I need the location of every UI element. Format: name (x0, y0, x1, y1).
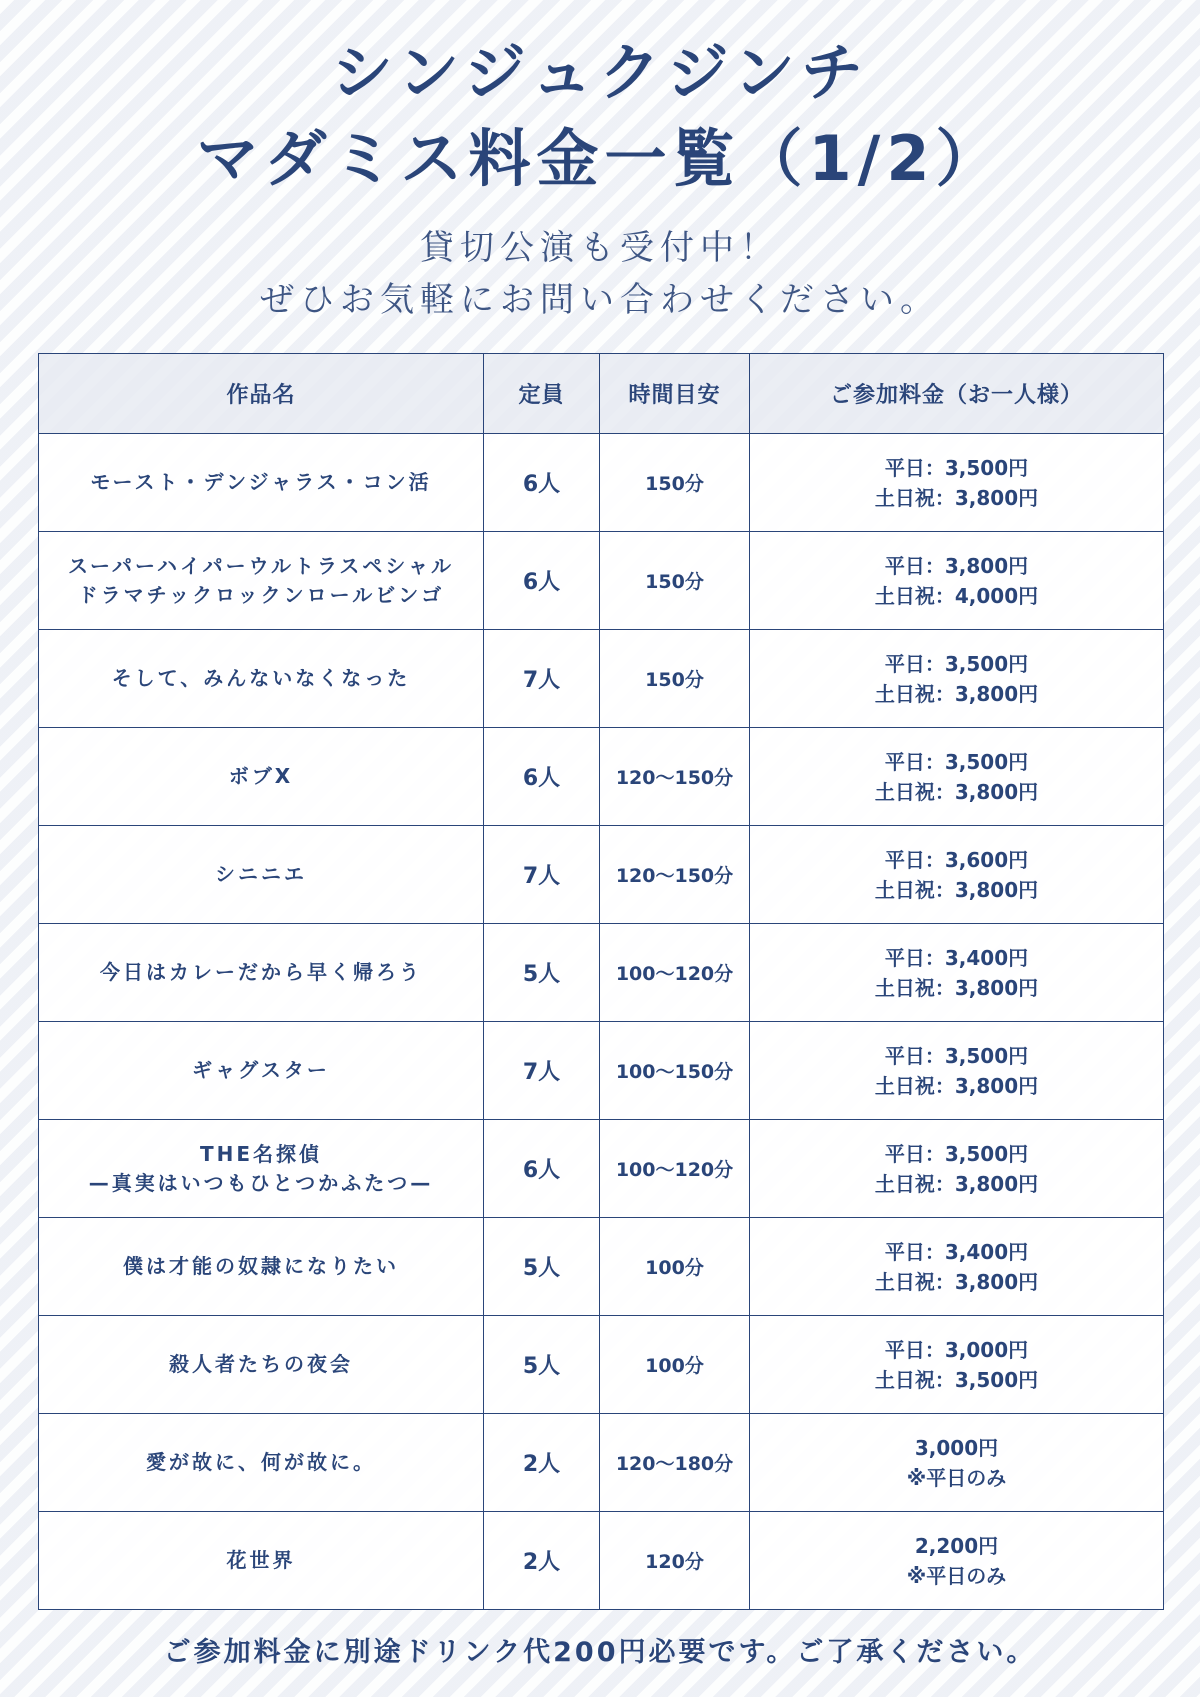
fee-line: 平日：3,500円 (884, 1043, 1029, 1068)
table-row (39, 728, 1164, 826)
cell-title: ギャグスター (39, 1022, 484, 1120)
cell-fee (750, 826, 1164, 924)
cell-time: 150分 (600, 630, 750, 728)
cell-title: THE名探偵 —真実はいつもひとつかふたつ— (39, 1120, 484, 1218)
fee-line: ※平日のみ (906, 1465, 1007, 1490)
cell-capacity: 7人 (484, 826, 600, 924)
table-row (39, 1316, 1164, 1414)
cell-time: 100〜120分 (600, 924, 750, 1022)
cell-time: 100分 (600, 1218, 750, 1316)
table-row (39, 434, 1164, 532)
cell-title: 僕は才能の奴隷になりたい (39, 1218, 484, 1316)
cell-capacity: 5人 (484, 924, 600, 1022)
page-title (0, 30, 1200, 202)
cell-capacity: 6人 (484, 1120, 600, 1218)
cell-title: スーパーハイパーウルトラスペシャル ドラマチックロックンロールビンゴ (39, 532, 484, 630)
fee-line: 平日：3,800円 (884, 553, 1029, 578)
cell-title: シニニエ (39, 826, 484, 924)
cell-time: 120〜150分 (600, 728, 750, 826)
fee-line: 土日祝：3,800円 (874, 975, 1039, 1000)
footer-note: ご参加料金に別途ドリンク代200円必要です。ご了承ください。 (163, 1637, 1037, 1668)
cell-title: 今日はカレーだから早く帰ろう (39, 924, 484, 1022)
cell-title: そして、みんないなくなった (39, 630, 484, 728)
table-row (39, 1414, 1164, 1512)
cell-fee (750, 1414, 1164, 1512)
fee-line: 平日：3,400円 (884, 1239, 1029, 1264)
cell-time: 100分 (600, 1316, 750, 1414)
table-body (39, 434, 1164, 1610)
cell-time: 120〜150分 (600, 826, 750, 924)
cell-capacity: 6人 (484, 728, 600, 826)
header-title: 作品名 (39, 354, 484, 434)
subtitle-line-1: 貸切公演も受付中！ (420, 228, 780, 268)
cell-fee (750, 1120, 1164, 1218)
table-row (39, 1512, 1164, 1610)
cell-capacity: 7人 (484, 1022, 600, 1120)
cell-fee (750, 630, 1164, 728)
fee-line: 土日祝：3,800円 (874, 1171, 1039, 1196)
cell-title: モースト・デンジャラス・コン活 (39, 434, 484, 532)
cell-time: 100〜120分 (600, 1120, 750, 1218)
table-row (39, 532, 1164, 630)
cell-fee (750, 1512, 1164, 1610)
fee-line: 平日：3,000円 (884, 1337, 1029, 1362)
table-row (39, 1218, 1164, 1316)
subtitle-line-2: ぜひお気軽にお問い合わせください。 (260, 280, 940, 320)
cell-capacity: 2人 (484, 1414, 600, 1512)
fee-line: 土日祝：3,800円 (874, 779, 1039, 804)
title-line-2: マダミス料金一覧（1/2） (196, 122, 1004, 195)
fee-line: 平日：3,500円 (884, 749, 1029, 774)
cell-capacity: 6人 (484, 434, 600, 532)
fee-line: 土日祝：3,500円 (874, 1367, 1039, 1392)
cell-capacity: 2人 (484, 1512, 600, 1610)
cell-time: 120分 (600, 1512, 750, 1610)
cell-fee (750, 1022, 1164, 1120)
table-row (39, 924, 1164, 1022)
fee-line: 土日祝：3,800円 (874, 877, 1039, 902)
cell-fee (750, 924, 1164, 1022)
cell-capacity: 6人 (484, 532, 600, 630)
table-row (39, 1120, 1164, 1218)
table-row (39, 630, 1164, 728)
fee-line: 平日：3,400円 (884, 945, 1029, 970)
fee-line: 土日祝：3,800円 (874, 1073, 1039, 1098)
table-row (39, 1022, 1164, 1120)
cell-capacity: 5人 (484, 1316, 600, 1414)
cell-title: 殺人者たちの夜会 (39, 1316, 484, 1414)
cell-time: 120〜180分 (600, 1414, 750, 1512)
fee-line: 平日：3,500円 (884, 455, 1029, 480)
fee-line: 土日祝：3,800円 (874, 485, 1039, 510)
header-capacity: 定員 (484, 354, 600, 434)
cell-time: 100〜150分 (600, 1022, 750, 1120)
fee-line: 土日祝：3,800円 (874, 1269, 1039, 1294)
fee-line: 土日祝：4,000円 (874, 583, 1039, 608)
cell-fee (750, 532, 1164, 630)
header-fee: ご参加料金（お一人様） (750, 354, 1164, 434)
cell-capacity: 5人 (484, 1218, 600, 1316)
subtitle (0, 222, 1200, 326)
fee-line: ※平日のみ (906, 1563, 1007, 1588)
fee-line: 平日：3,500円 (884, 651, 1029, 676)
fee-line: 土日祝：3,800円 (874, 681, 1039, 706)
cell-time: 150分 (600, 532, 750, 630)
cell-title: 愛が故に、何が故に。 (39, 1414, 484, 1512)
header-time: 時間目安 (600, 354, 750, 434)
fee-line: 3,000円 (914, 1435, 999, 1460)
cell-fee (750, 1218, 1164, 1316)
cell-fee (750, 434, 1164, 532)
table-row (39, 826, 1164, 924)
fee-line: 平日：3,500円 (884, 1141, 1029, 1166)
cell-title: ボブX (39, 728, 484, 826)
cell-fee (750, 728, 1164, 826)
cell-capacity: 7人 (484, 630, 600, 728)
table-header-row (39, 354, 1164, 434)
price-table (38, 353, 1164, 1610)
cell-fee (750, 1316, 1164, 1414)
cell-time: 150分 (600, 434, 750, 532)
cell-title: 花世界 (39, 1512, 484, 1610)
fee-line: 2,200円 (914, 1533, 999, 1558)
fee-line: 平日：3,600円 (884, 847, 1029, 872)
title-line-1: シンジュクジンチ (330, 36, 870, 109)
